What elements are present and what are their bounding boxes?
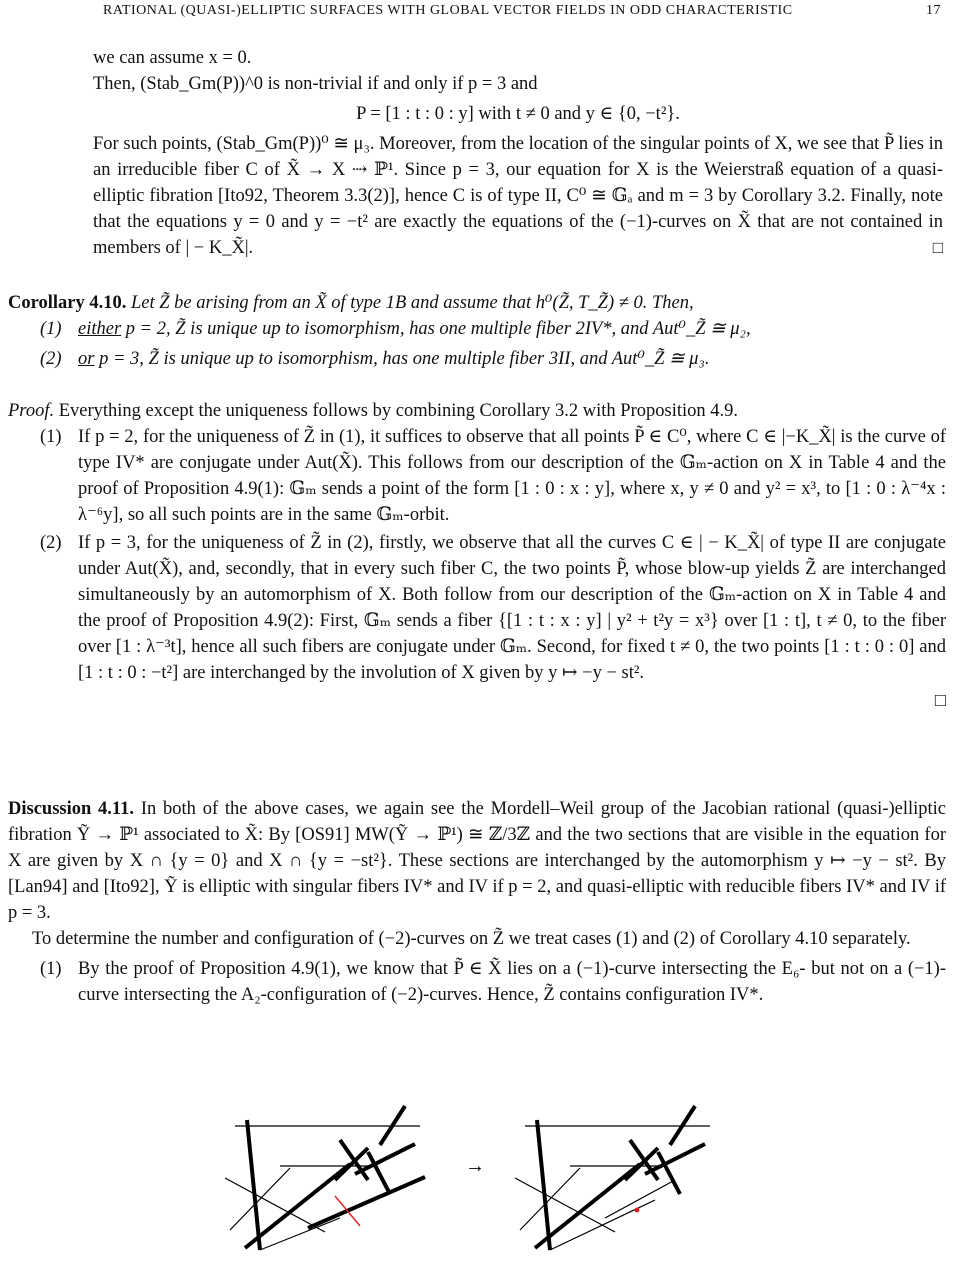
- red-exceptional-curve: [335, 1196, 360, 1226]
- proof-label: Proof.: [8, 401, 55, 421]
- proof-item-1: (1) If p = 2, for the uniqueness of Z̃ in (1), it suffices to observe that all points P̃ ∈ C⁰, where C ∈ |−K_X̃| is the curve of type IV* are conjugate under Aut(X̃). This follows from our description of the 𝔾ₘ-action on X in Table 4 and the proof of Proposition 4.9(1): 𝔾ₘ sends a point of the form [1 : 0 : x : y], where x, y ≠ 0 and y² = x³, to [1 : 0 : λ⁻⁴x : λ⁻⁶y], so all such points are in the same 𝔾ₘ-orbit.: [40, 427, 946, 525]
- discussion-item-1: (1) By the proof of Proposition 4.9(1), we know that P̃ ∈ X̃ lies on a (−1)-curve intersecting the E₆- but not on a (−1)-curve intersecting the A₂-configuration of (−2)-curves. Hence, Z̃ contains configuration IV*.: [40, 959, 946, 1005]
- line-assume: we can assume x = 0.: [93, 48, 252, 68]
- corollary-label: Corollary 4.10.: [8, 293, 127, 313]
- running-title: RATIONAL (QUASI-)ELLIPTIC SURFACES WITH GLOBAL VECTOR FIELDS IN ODD CHARACTERISTIC: [103, 3, 793, 18]
- qed-symbol: □: [932, 238, 943, 257]
- red-point: [635, 1208, 640, 1213]
- proof-block: [8, 398, 946, 714]
- left-configuration: [225, 1106, 425, 1250]
- running-header: [103, 3, 941, 19]
- right-configuration: [515, 1106, 710, 1250]
- proof-intro: Everything except the uniqueness follows by combining Corollary 3.2 with Proposition 4.9.: [58, 401, 738, 421]
- line-stab: Then, (Stab_Gm(P))^0 is non-trivial if and only if p = 3 and: [93, 74, 538, 94]
- curve-configuration-figure: [200, 1100, 760, 1265]
- corollary-item-2: (2) or p = 3, Z̃ is unique up to isomorphism, has one multiple fiber 3II, and Aut⁰_Z̃ ≅ μ₃.: [40, 349, 710, 369]
- discussion-para2: To determine the number and configuration of (−2)-curves on Z̃ we treat cases (1) and (2) of Corollary 4.10 separately.: [32, 929, 911, 949]
- continuation-block: [93, 45, 943, 261]
- paragraph-such-points: For such points, (Stab_Gm(P))⁰ ≅ μ₃. Moreover, from the location of the singular points of X, we see that P̃ lies in an irreducible fiber C of X̃ → X ⇢ ℙ¹. Since p = 3, our equation for X is the Weierstraß equation of a quasi-elliptic fibration [Ito92, Theorem 3.3(2)], hence C is of type II, C⁰ ≅ 𝔾ₐ and m = 3 by Corollary 3.2. Finally, note that the equations y = 0 and y = −t² are exactly the equations of the (−1)-curves on X̃ that are not contained in members of | − K_X̃|. □: [93, 131, 943, 261]
- proof-qed: □: [934, 691, 946, 711]
- corollary-item-1: (1) either p = 2, Z̃ is unique up to isomorphism, has one multiple fiber 2IV*, and Aut⁰_Z̃ ≅ μ₂,: [40, 319, 751, 339]
- display-equation: P = [1 : t : 0 : y] with t ≠ 0 and y ∈ {0, −t²}.: [356, 104, 680, 124]
- proof-item-2: (2) If p = 3, for the uniqueness of Z̃ in (2), firstly, we observe that all the curves C ∈ | − K_X̃| of type II are conjugate under Aut(X̃), and, secondly, that in every such fiber C, the two points P̃, whose blow-up yields Z̃ are interchanged simultaneously by an automorphism of X. Both follow from our description of the 𝔾ₘ-action on X in Table 4 and the proof of Proposition 4.9(2): First, 𝔾ₘ sends a fiber {[1 : t : x : y] | y² + t²y = x³} over [1 : t], t ≠ 0, to the fiber over [1 : λ⁻³t], hence all such fibers are conjugate under 𝔾ₘ. Second, for fixed t ≠ 0, the two points [1 : t : 0 : 0] and [1 : t : 0 : −t²] are interchanged by the involution of X given by y ↦ −y − st².: [40, 533, 946, 683]
- corollary-block: [8, 290, 943, 372]
- discussion-block: [8, 796, 946, 1008]
- discussion-label: Discussion 4.11.: [8, 799, 135, 819]
- corollary-statement: Let Z̃ be arising from an X̃ of type 1B and assume that h⁰(Z̃, T_Z̃) ≠ 0. Then,: [130, 293, 694, 313]
- discussion-text: In both of the above cases, we again see the Mordell–Weil group of the Jacobian rational (quasi-)elliptic fibration Ỹ → ℙ¹ associated to X̃: By [OS91] MW(Ỹ → ℙ¹) ≅ ℤ/3ℤ and the two sections that are visible in the equation for X are given by X ∩ {y = 0} and X ∩ {y = −st²}. These sections are interchanged by the automorphism y ↦ −y − st². By [Lan94] and [Ito92], Ỹ is elliptic with singular fibers IV* and IV if p = 2, and quasi-elliptic with reducible fibers IV* and IV if p = 3.: [8, 799, 947, 923]
- page-number: 17: [926, 3, 941, 18]
- figure-arrow: →: [465, 1155, 485, 1177]
